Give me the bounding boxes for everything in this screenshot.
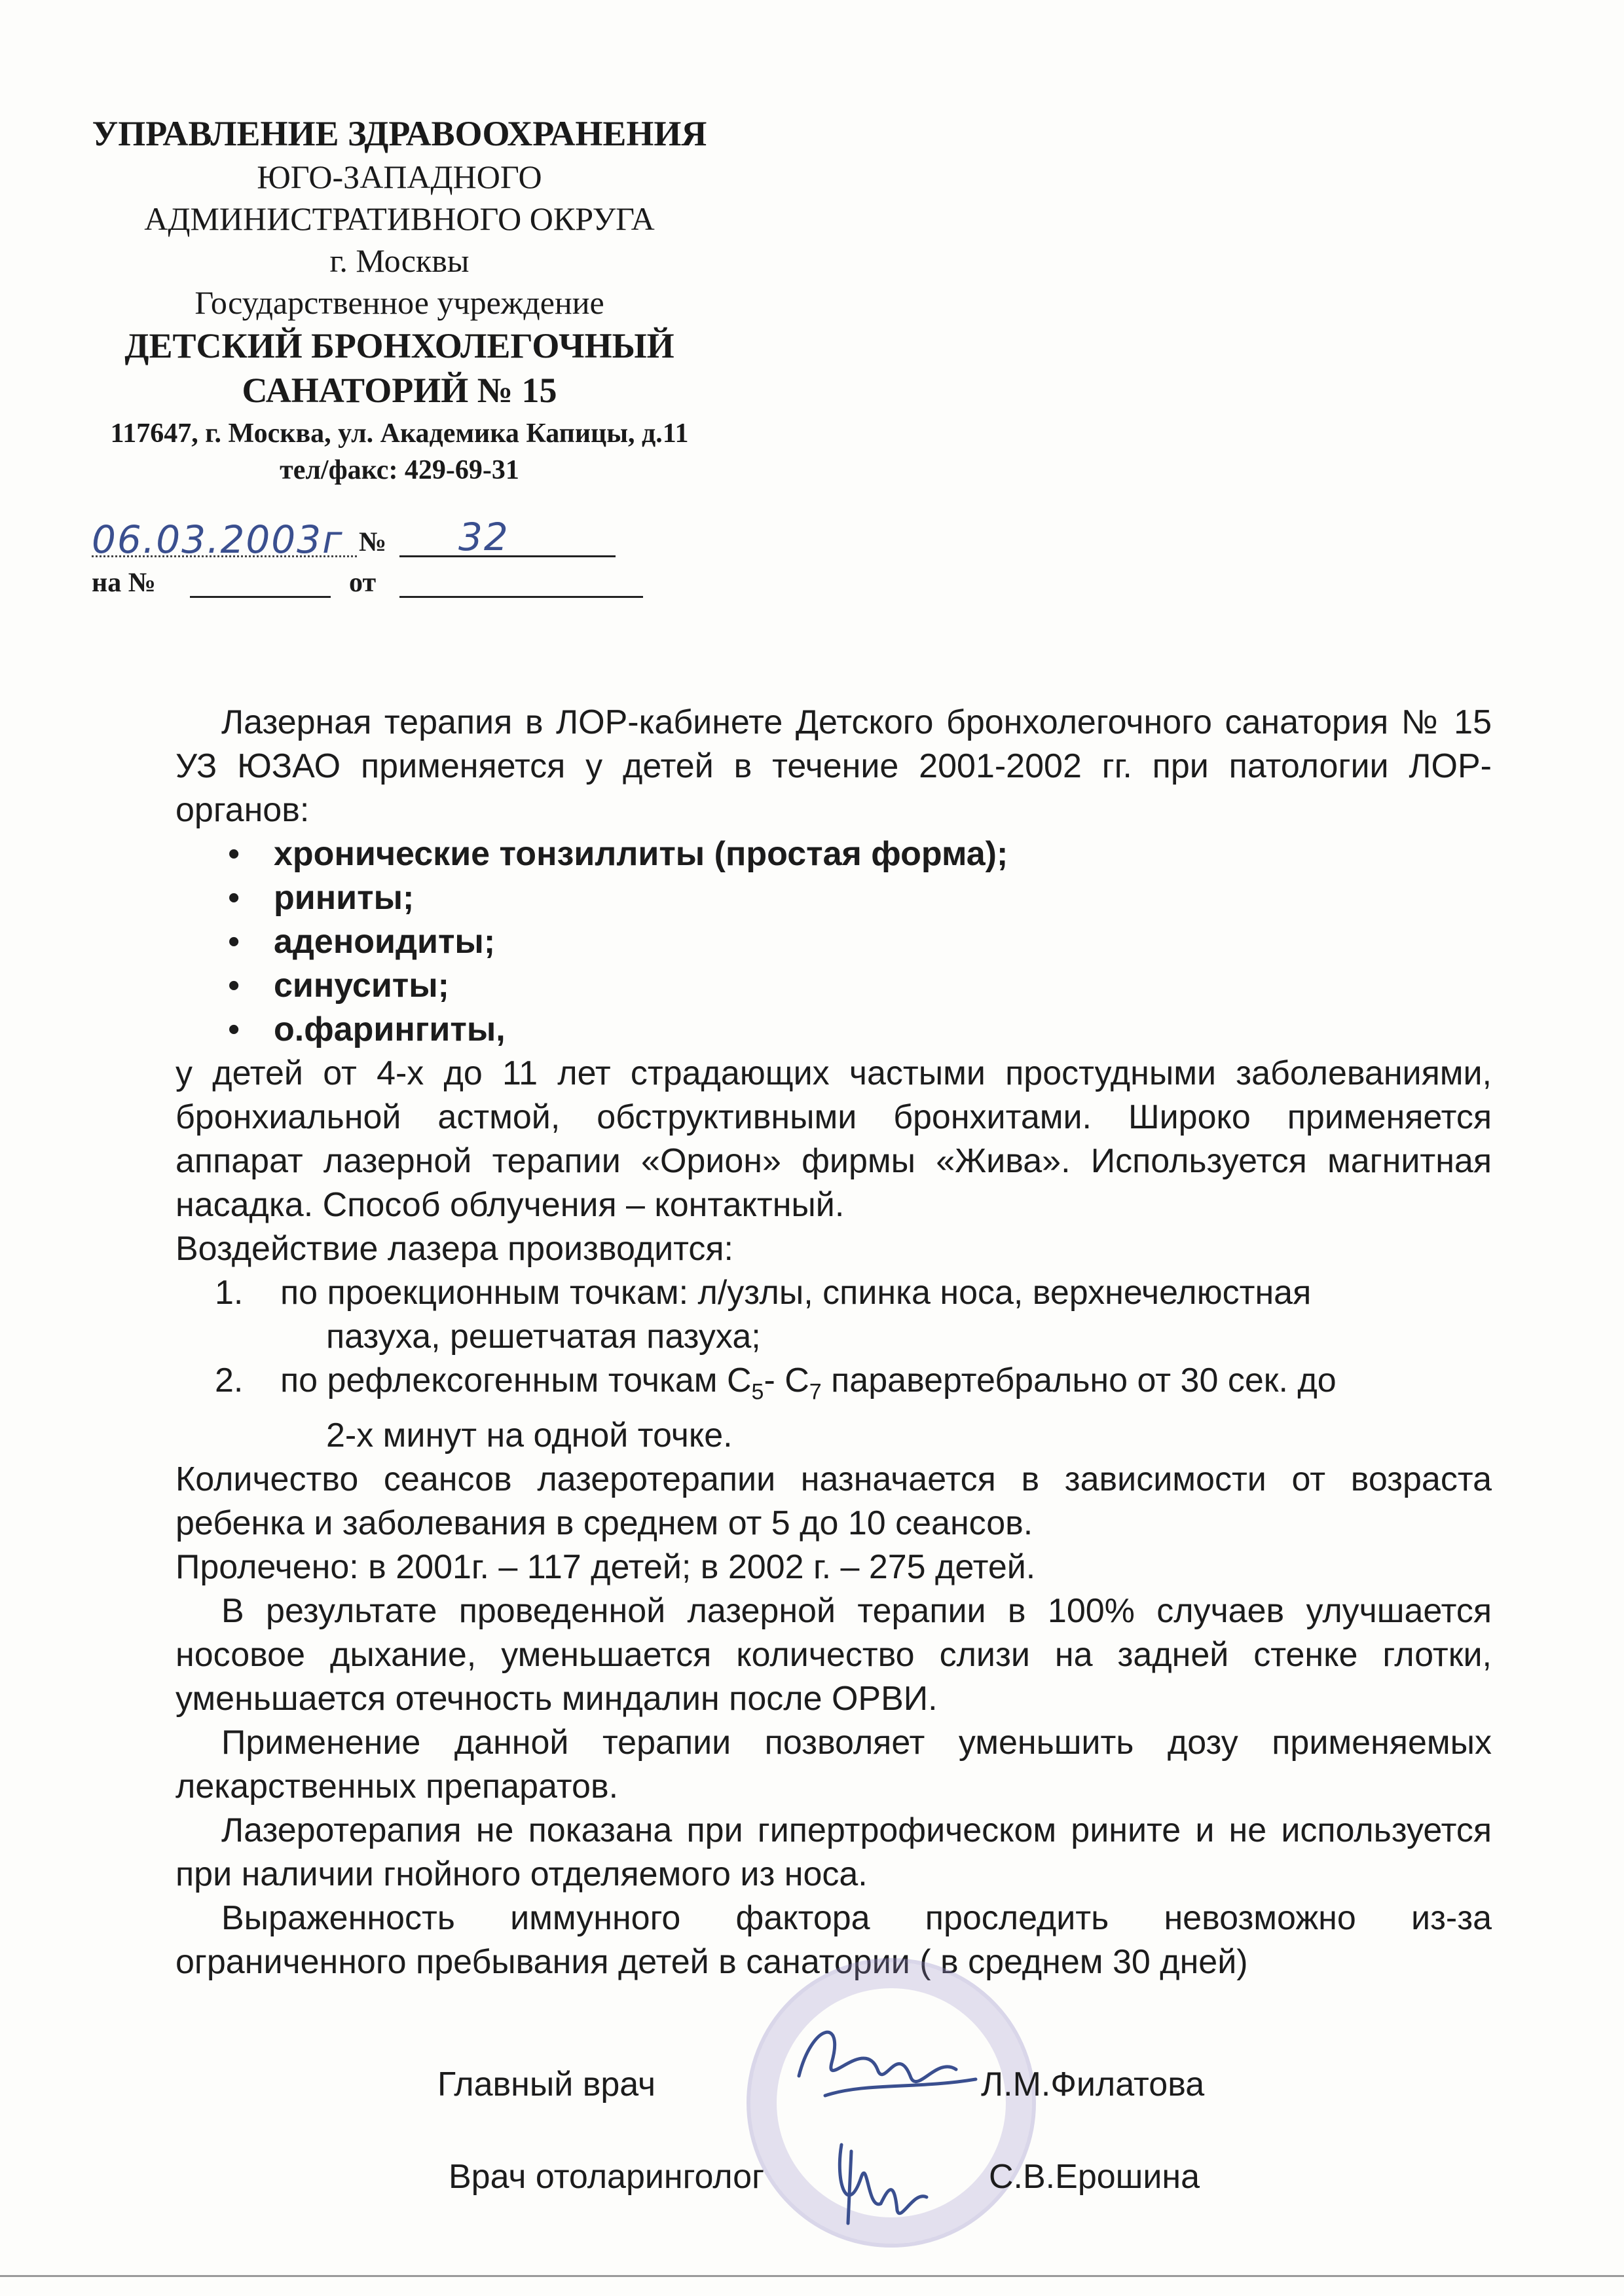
outgoing-number-block	[92, 515, 681, 608]
scan-edge-line	[0, 2275, 1624, 2277]
list-item: • хронические тонзиллиты (простая форма);	[274, 832, 1492, 876]
point-text: - С	[764, 1361, 809, 1399]
point-text: по рефлексогенным точкам С	[280, 1361, 752, 1399]
letterhead-district-2: АДМИНИСТРАТИВНОГО ОКРУГА	[144, 200, 655, 237]
letterhead-institution-type: Государственное учреждение	[194, 284, 604, 321]
impact-title: Воздействие лазера производится:	[175, 1230, 733, 1268]
paragraph-treated: Пролечено: в 2001г. – 117 детей; в 2002 г. – 275 детей.	[175, 1548, 1036, 1587]
reference-number-label: на №	[92, 568, 156, 598]
signature-role-chief-doctor: Главный врач	[437, 2065, 656, 2103]
letterhead-phone: тел/факс: 429-69-31	[280, 455, 519, 485]
point-text-continuation: пазуха, решетчатая пазуха;	[326, 1318, 761, 1356]
impact-points-list	[175, 1271, 1492, 1458]
list-item: • риниты;	[274, 876, 1492, 920]
outgoing-date: 06.03.2003г	[92, 517, 344, 562]
point-text-continuation: 2-х минут на одной точке.	[326, 1416, 733, 1455]
letterhead-city: г. Москвы	[329, 242, 470, 279]
signature-name-chief-doctor: Л.М.Филатова	[981, 2065, 1205, 2103]
paragraph-patients: у детей от 4-х до 11 лет страдающих частыми простудными заболеваниями, бронхиальной астмой, обструктивными бронхитами. Широко применяется аппарат лазерной терапии «Орион» фирмы «Жива». Используется магнитная насадка. Способ облучения – контактный.	[175, 1054, 1492, 1224]
paragraph-intro: Лазерная терапия в ЛОР-кабинете Детского бронхолегочного санатория № 15 УЗ ЮЗАО применяется у детей в течение 2001-2002 гг. при патологии ЛОР-органов:	[175, 703, 1492, 829]
letter-body	[175, 701, 1492, 1984]
point-text: паравертебрально от 30 сек. до	[821, 1361, 1337, 1399]
letterhead-department: УПРАВЛЕНИЕ ЗДРАВООХРАНЕНИЯ	[92, 114, 707, 153]
paragraph-application: Применение данной терапии позволяет уменьшить дозу применяемых лекарственных препаратов.	[175, 1724, 1492, 1806]
disease-list	[175, 832, 1492, 1052]
list-item: • синуситы;	[274, 964, 1492, 1008]
paragraph-contraindications: Лазеротерапия не показана при гипертрофическом рините и не используется при наличии гнойного отделяемого из носа.	[175, 1811, 1492, 1894]
list-item: • о.фарингиты,	[274, 1008, 1492, 1052]
signature-otolaryngologist	[822, 2132, 953, 2230]
paragraph-immune-factor: Выраженность иммунного фактора проследить невозможно из-за ограниченного пребывания детей в санатории ( в среднем 30 дней)	[175, 1899, 1492, 1982]
point-text: по проекционным точкам: л/узлы, спинка носа, верхнечелюстная	[280, 1274, 1312, 1312]
subscript: 7	[809, 1379, 822, 1405]
number-label: №	[359, 527, 387, 557]
reference-date-underline	[399, 596, 643, 598]
point-number: 1.	[215, 1274, 244, 1312]
list-item	[215, 1359, 1492, 1458]
letterhead-institution-name-2: САНАТОРИЙ № 15	[242, 371, 557, 410]
paragraph-sessions: Количество сеансов лазеротерапии назначается в зависимости от возраста ребенка и заболевания в среднем от 5 до 10 сеансов.	[175, 1460, 1492, 1543]
letterhead-address: 117647, г. Москва, ул. Академика Капицы, д.11	[110, 418, 689, 449]
signature-chief-doctor	[786, 1997, 982, 2128]
paragraph-results: В результате проведенной лазерной терапии в 100% случаев улучшается носовое дыхание, уменьшается количество слизи на задней стенке глотки, уменьшается отечность миндалин после ОРВИ.	[175, 1592, 1492, 1718]
list-item	[215, 1271, 1492, 1359]
letterhead-district-1: ЮГО-ЗАПАДНОГО	[257, 158, 542, 195]
reference-number-underline	[190, 596, 331, 598]
list-item: • аденоидиты;	[274, 920, 1492, 964]
signature-name-otolaryngologist: С.В.Ерошина	[989, 2158, 1200, 2196]
reference-date-label: от	[349, 568, 377, 598]
letterhead	[39, 111, 760, 489]
date-underline	[92, 555, 357, 557]
letterhead-institution-name-1: ДЕТСКИЙ БРОНХОЛЕГОЧНЫЙ	[124, 326, 674, 365]
signature-role-otolaryngologist: Врач отоларинголог	[449, 2158, 765, 2196]
point-number: 2.	[215, 1361, 244, 1399]
subscript: 5	[751, 1379, 764, 1405]
outgoing-number: 32	[458, 515, 509, 559]
